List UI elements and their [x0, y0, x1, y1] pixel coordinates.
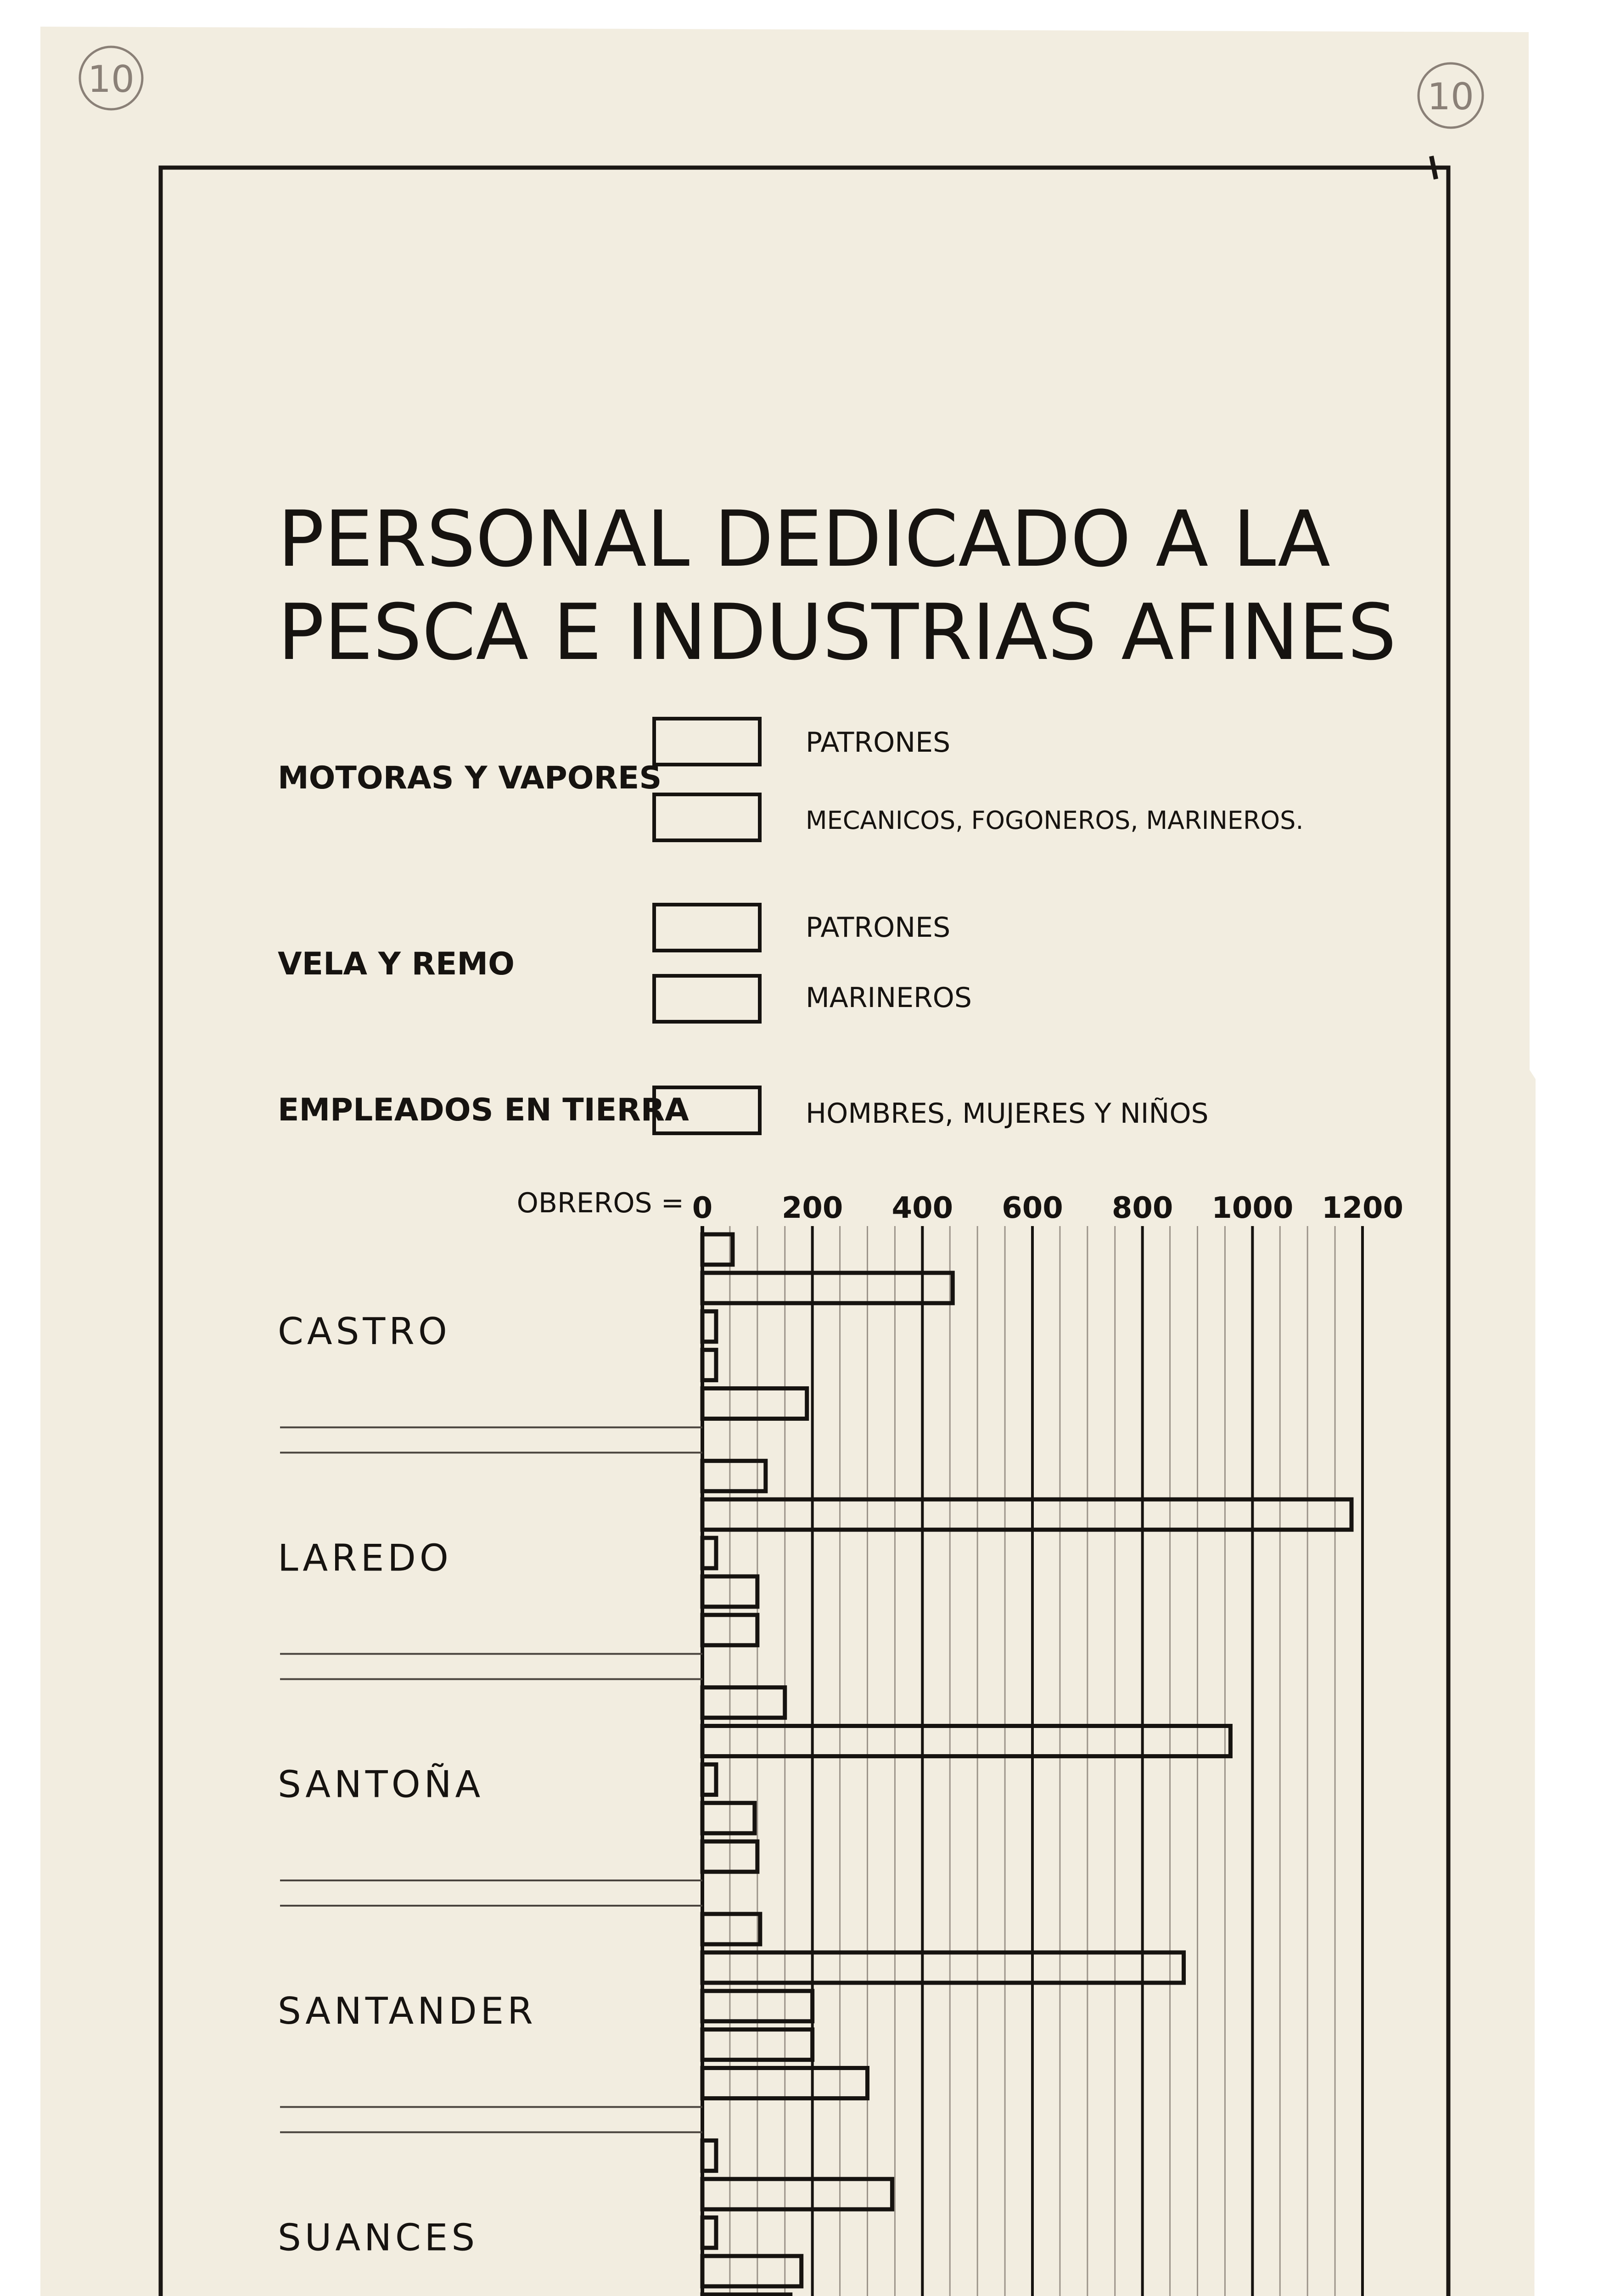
legend-label-vela-patrones: PATRONES — [806, 912, 951, 944]
corner-number-left: 10 — [88, 58, 135, 101]
category-label: SUANCES — [278, 2216, 479, 2259]
category-label: SANTOÑA — [278, 1763, 484, 1806]
legend-group-tierra: EMPLEADOS EN TIERRA — [278, 1092, 689, 1128]
paper-sheet — [40, 27, 1536, 2296]
category-label: SANTANDER — [278, 1989, 537, 2032]
x-tick-label: 600 — [1002, 1191, 1063, 1225]
x-tick-label: 400 — [892, 1191, 953, 1225]
legend-group-vela: VELA Y REMO — [278, 946, 515, 982]
x-tick-label: 0 — [692, 1191, 713, 1225]
legend-label-tierra: HOMBRES, MUJERES Y NIÑOS — [806, 1097, 1209, 1130]
legend-group-motoras: MOTORAS Y VAPORES — [278, 760, 662, 796]
x-axis-label: OBREROS = — [516, 1187, 684, 1219]
category-label: LAREDO — [278, 1536, 452, 1580]
x-tick-label: 1000 — [1211, 1191, 1294, 1225]
legend-label-vela-marineros: MARINEROS — [806, 982, 972, 1014]
legend-label-motoras-marineros: MECANICOS, FOGONEROS, MARINEROS. — [806, 806, 1304, 835]
x-tick-label: 200 — [781, 1191, 843, 1225]
fishing-title-line-2: PESCA E INDUSTRIAS AFINES — [278, 587, 1396, 677]
x-tick-label: 1200 — [1321, 1191, 1404, 1225]
category-label: CASTRO — [278, 1310, 451, 1353]
corner-number-right: 10 — [1427, 75, 1474, 118]
legend-label-motoras-patrones: PATRONES — [806, 726, 951, 759]
x-tick-label: 800 — [1111, 1191, 1173, 1225]
fishing-title-line-1: PERSONAL DEDICADO A LA — [278, 494, 1331, 584]
